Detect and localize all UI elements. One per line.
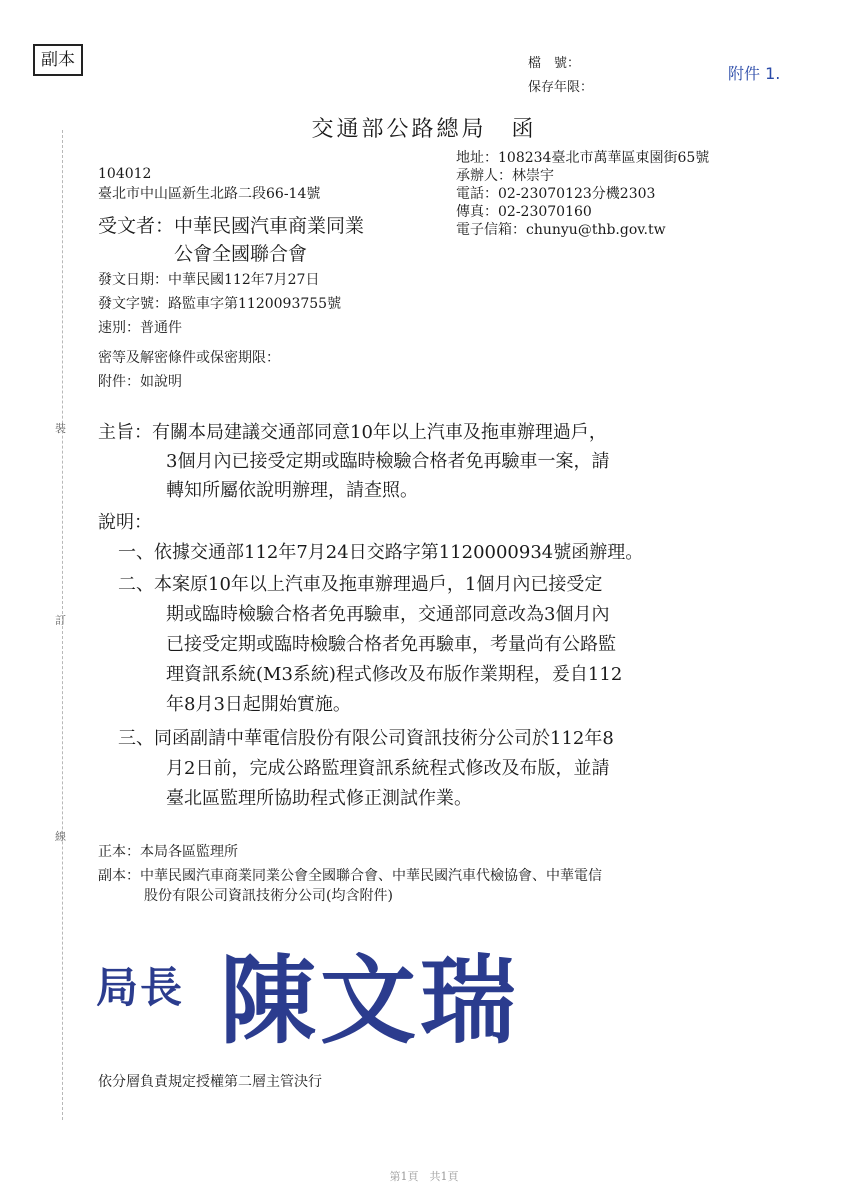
- explanation-item-3-line-2: 月2日前，完成公路監理資訊系統程式修改及布版，並請: [166, 758, 610, 779]
- explanation-item-2-line-1: 二、本案原10年以上汽車及拖車辦理過戶，1個月內已接受定: [118, 574, 603, 595]
- issue-number: 發文字號：路監車字第1120093755號: [98, 296, 342, 312]
- secrecy-level: 密等及解密條件或保密期限：: [98, 350, 280, 366]
- director-title-seal: 局長: [96, 963, 185, 1012]
- copy-stamp: 副本: [33, 44, 83, 76]
- speed-category: 速別：普通件: [98, 320, 182, 336]
- binding-mark-2: 訂: [55, 614, 66, 627]
- binding-mark-3: 線: [55, 830, 66, 843]
- sender-address: 地址：108234臺北市萬華區東園街65號: [456, 150, 710, 166]
- explanation-label: 說明：: [98, 512, 152, 533]
- explanation-item-2-line-2: 期或臨時檢驗合格者免再驗車，交通部同意改為3個月內: [166, 604, 610, 625]
- sender-phone: 電話：02-23070123分機2303: [456, 186, 656, 202]
- sender-email: 電子信箱：chunyu@thb.gov.tw: [456, 222, 666, 238]
- binding-mark-1: 裝: [55, 422, 66, 435]
- sender-fax: 傳真：02-23070160: [456, 204, 592, 220]
- explanation-item-1: 一、依據交通部112年7月24日交路字第1120000934號函辦理。: [118, 542, 644, 563]
- attachment-handwritten-mark: 附件 1.: [728, 64, 781, 83]
- explanation-item-3-line-1: 三、同函副請中華電信股份有限公司資訊技術分公司於112年8: [118, 728, 614, 749]
- cc-recipients-line-1: 副本：中華民國汽車商業同業公會全國聯合會、中華民國汽車代檢協會、中華電信: [98, 868, 602, 884]
- recipient-address: 臺北市中山區新生北路二段66-14號: [98, 186, 321, 202]
- delegation-note: 依分層負責規定授權第二層主管決行: [98, 1074, 322, 1090]
- subject-line-2: 3個月內已接受定期或臨時檢驗合格者免再驗車一案，請: [166, 451, 610, 472]
- explanation-item-3-line-3: 臺北區監理所協助程式修正測試作業。: [166, 788, 472, 809]
- explanation-item-2-line-5: 年8月3日起開始實施。: [166, 694, 351, 715]
- cc-recipients-line-2: 股份有限公司資訊技術分公司(均含附件): [144, 888, 393, 904]
- retention-period-label: 保存年限：: [528, 80, 594, 95]
- file-number-label: 檔 號：: [528, 56, 581, 71]
- director-signature-seal: 陳文瑞: [220, 944, 520, 1057]
- recipient-name-line1: 受文者：中華民國汽車商業同業: [98, 215, 365, 237]
- explanation-item-2-line-3: 已接受定期或臨時檢驗合格者免再驗車，考量尚有公路監: [166, 634, 616, 655]
- subject-line-3: 轉知所屬依說明辦理，請查照。: [166, 480, 418, 501]
- sender-handler: 承辦人：林崇宇: [456, 168, 554, 184]
- recipient-name-line2: 公會全國聯合會: [174, 243, 308, 265]
- subject-line-1: 主旨：有關本局建議交通部同意10年以上汽車及拖車辦理過戶，: [98, 422, 607, 443]
- original-recipients: 正本：本局各區監理所: [98, 844, 238, 860]
- attachment-note: 附件：如說明: [98, 374, 182, 390]
- postal-code: 104012: [98, 166, 152, 182]
- document-title: 交通部公路總局 函: [311, 117, 537, 142]
- page-footer: 第1頁 共1頁: [389, 1170, 459, 1183]
- issue-date: 發文日期：中華民國112年7月27日: [98, 272, 320, 288]
- explanation-item-2-line-4: 理資訊系統(M3系統)程式修改及布版作業期程，爰自112: [166, 664, 623, 685]
